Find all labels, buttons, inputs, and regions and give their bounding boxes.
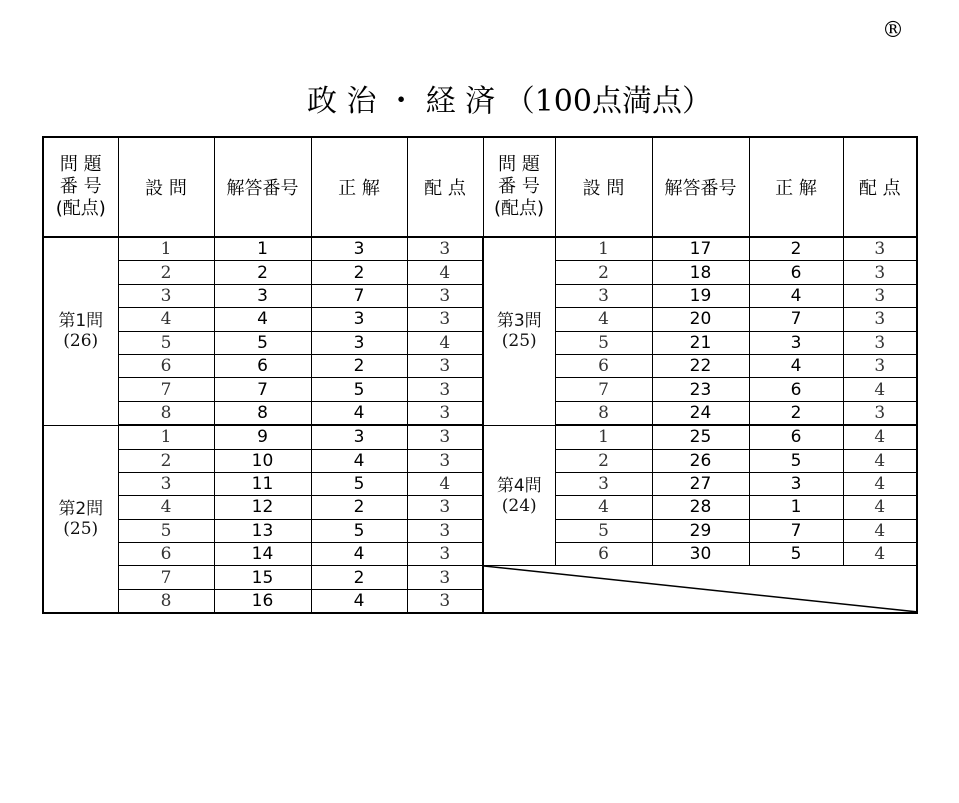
answer-number: 8 — [214, 401, 311, 425]
answer-number: 24 — [652, 401, 749, 425]
correct-answer: 7 — [749, 308, 843, 331]
answer-table-body — [43, 237, 917, 613]
correct-answer: 1 — [749, 496, 843, 519]
section-name: 第2問 — [58, 498, 104, 519]
question-number: 2 — [118, 261, 214, 284]
question-number: 6 — [555, 543, 652, 566]
answer-number: 11 — [214, 472, 311, 495]
point-value: 3 — [843, 331, 917, 354]
answer-number: 20 — [652, 308, 749, 331]
correct-answer: 4 — [311, 449, 407, 472]
header-haiten-right: 配 点 — [843, 137, 917, 237]
table-row — [43, 566, 917, 589]
header-mondai-line2: 番 号 — [498, 176, 540, 197]
answer-number: 19 — [652, 284, 749, 307]
header-seikai-right: 正 解 — [749, 137, 843, 237]
registered-mark: ® — [882, 18, 904, 43]
table-row — [43, 401, 917, 425]
correct-answer: 5 — [749, 449, 843, 472]
point-value: 4 — [407, 472, 483, 495]
correct-answer: 2 — [311, 566, 407, 589]
answer-number: 30 — [652, 543, 749, 566]
question-number: 3 — [555, 472, 652, 495]
point-value: 4 — [843, 472, 917, 495]
point-value: 3 — [407, 543, 483, 566]
correct-answer: 4 — [311, 401, 407, 425]
correct-answer: 4 — [311, 589, 407, 613]
header-kaito-bango-right: 解答番号 — [652, 137, 749, 237]
point-value: 4 — [407, 331, 483, 354]
section-label — [43, 237, 118, 425]
answer-number: 25 — [652, 425, 749, 449]
page-title: 政 治 ・ 経 済 （100点満点） — [307, 84, 712, 119]
correct-answer: 4 — [311, 543, 407, 566]
correct-answer: 2 — [749, 237, 843, 261]
question-number: 1 — [555, 237, 652, 261]
answer-number: 16 — [214, 589, 311, 613]
point-value: 3 — [407, 354, 483, 377]
section-label — [43, 425, 118, 613]
answer-number: 29 — [652, 519, 749, 542]
answer-number: 4 — [214, 308, 311, 331]
correct-answer: 3 — [749, 331, 843, 354]
blank-diagonal-cell — [483, 566, 917, 613]
point-value: 4 — [843, 543, 917, 566]
point-value: 3 — [843, 261, 917, 284]
point-value: 3 — [843, 308, 917, 331]
question-number: 4 — [118, 308, 214, 331]
header-kaito-bango-left: 解答番号 — [214, 137, 311, 237]
correct-answer: 2 — [311, 261, 407, 284]
point-value: 4 — [843, 378, 917, 401]
question-number: 5 — [118, 331, 214, 354]
question-number: 8 — [118, 401, 214, 425]
header-haiten-left: 配 点 — [407, 137, 483, 237]
answer-number: 5 — [214, 331, 311, 354]
point-value: 3 — [843, 284, 917, 307]
correct-answer: 5 — [749, 543, 843, 566]
header-mondai-line3: (配点) — [55, 198, 106, 219]
point-value: 3 — [843, 354, 917, 377]
answer-number: 3 — [214, 284, 311, 307]
correct-answer: 4 — [749, 284, 843, 307]
correct-answer: 2 — [311, 354, 407, 377]
point-value: 3 — [407, 378, 483, 401]
point-value: 3 — [407, 308, 483, 331]
point-value: 3 — [407, 425, 483, 449]
table-row — [43, 543, 917, 566]
point-value: 4 — [843, 496, 917, 519]
correct-answer: 5 — [311, 378, 407, 401]
question-number: 5 — [555, 331, 652, 354]
answer-number: 14 — [214, 543, 311, 566]
correct-answer: 6 — [749, 261, 843, 284]
point-value: 3 — [407, 284, 483, 307]
question-number: 3 — [118, 472, 214, 495]
correct-answer: 3 — [311, 308, 407, 331]
correct-answer: 2 — [749, 401, 843, 425]
section-label — [483, 237, 555, 425]
question-number: 4 — [555, 496, 652, 519]
table-row — [43, 308, 917, 331]
correct-answer: 5 — [311, 519, 407, 542]
point-value: 4 — [843, 425, 917, 449]
question-number: 5 — [555, 519, 652, 542]
correct-answer: 3 — [749, 472, 843, 495]
section-name: 第4問 — [496, 475, 542, 496]
correct-answer: 3 — [311, 237, 407, 261]
correct-answer: 5 — [311, 472, 407, 495]
question-number: 6 — [118, 543, 214, 566]
point-value: 3 — [407, 401, 483, 425]
point-value: 3 — [407, 589, 483, 613]
question-number: 7 — [118, 378, 214, 401]
question-number: 3 — [118, 284, 214, 307]
answer-number: 2 — [214, 261, 311, 284]
section-label — [483, 425, 555, 566]
point-value: 3 — [407, 237, 483, 261]
question-number: 2 — [555, 449, 652, 472]
answer-number: 23 — [652, 378, 749, 401]
answer-number: 1 — [214, 237, 311, 261]
question-number: 8 — [555, 401, 652, 425]
point-value: 4 — [843, 449, 917, 472]
header-mondai-left — [43, 137, 118, 237]
header-mondai-line2: 番 号 — [59, 176, 102, 197]
header-setsumon-left: 設 問 — [118, 137, 214, 237]
point-value: 4 — [843, 519, 917, 542]
question-number: 1 — [118, 237, 214, 261]
answer-number: 27 — [652, 472, 749, 495]
question-number: 2 — [555, 261, 652, 284]
answer-number: 22 — [652, 354, 749, 377]
correct-answer: 4 — [749, 354, 843, 377]
answer-number: 13 — [214, 519, 311, 542]
point-value: 3 — [407, 519, 483, 542]
question-number: 2 — [118, 449, 214, 472]
question-number: 6 — [555, 354, 652, 377]
answer-number: 10 — [214, 449, 311, 472]
question-number: 1 — [555, 425, 652, 449]
answer-table — [42, 136, 918, 614]
question-number: 7 — [555, 378, 652, 401]
answer-number: 9 — [214, 425, 311, 449]
correct-answer: 7 — [311, 284, 407, 307]
table-row — [43, 378, 917, 401]
table-row — [43, 449, 917, 472]
question-number: 4 — [555, 308, 652, 331]
answer-number: 7 — [214, 378, 311, 401]
header-mondai-right — [483, 137, 555, 237]
answer-number: 12 — [214, 496, 311, 519]
correct-answer: 6 — [749, 378, 843, 401]
table-row — [43, 472, 917, 495]
answer-number: 15 — [214, 566, 311, 589]
header-seikai-left: 正 解 — [311, 137, 407, 237]
question-number: 6 — [118, 354, 214, 377]
question-number: 8 — [118, 589, 214, 613]
point-value: 3 — [407, 496, 483, 519]
question-number: 4 — [118, 496, 214, 519]
section-points: (25) — [501, 331, 537, 352]
correct-answer: 3 — [311, 331, 407, 354]
table-row — [43, 425, 917, 449]
question-number: 1 — [118, 425, 214, 449]
question-number: 5 — [118, 519, 214, 542]
point-value: 3 — [407, 449, 483, 472]
table-row — [43, 354, 917, 377]
table-row — [43, 284, 917, 307]
table-row — [43, 237, 917, 261]
answer-number: 28 — [652, 496, 749, 519]
correct-answer: 7 — [749, 519, 843, 542]
answer-number: 17 — [652, 237, 749, 261]
point-value: 4 — [407, 261, 483, 284]
section-points: (26) — [63, 331, 99, 352]
section-points: (24) — [501, 495, 537, 516]
correct-answer: 6 — [749, 425, 843, 449]
table-row — [43, 519, 917, 542]
table-row — [43, 496, 917, 519]
answer-number: 6 — [214, 354, 311, 377]
header-mondai-line1: 問 題 — [59, 154, 102, 175]
point-value: 3 — [843, 237, 917, 261]
correct-answer: 3 — [311, 425, 407, 449]
section-name: 第1問 — [58, 311, 104, 332]
table-row — [43, 261, 917, 284]
header-mondai-line3: (配点) — [493, 198, 545, 219]
point-value: 3 — [407, 566, 483, 589]
diagonal-line — [484, 566, 916, 612]
answer-number: 18 — [652, 261, 749, 284]
section-points: (25) — [63, 518, 99, 539]
question-number: 7 — [118, 566, 214, 589]
section-name: 第3問 — [496, 311, 542, 332]
question-number: 3 — [555, 284, 652, 307]
answer-number: 21 — [652, 331, 749, 354]
answer-number: 26 — [652, 449, 749, 472]
point-value: 3 — [843, 401, 917, 425]
correct-answer: 2 — [311, 496, 407, 519]
header-mondai-line1: 問 題 — [498, 154, 540, 175]
table-row — [43, 331, 917, 354]
header-setsumon-right: 設 問 — [555, 137, 652, 237]
